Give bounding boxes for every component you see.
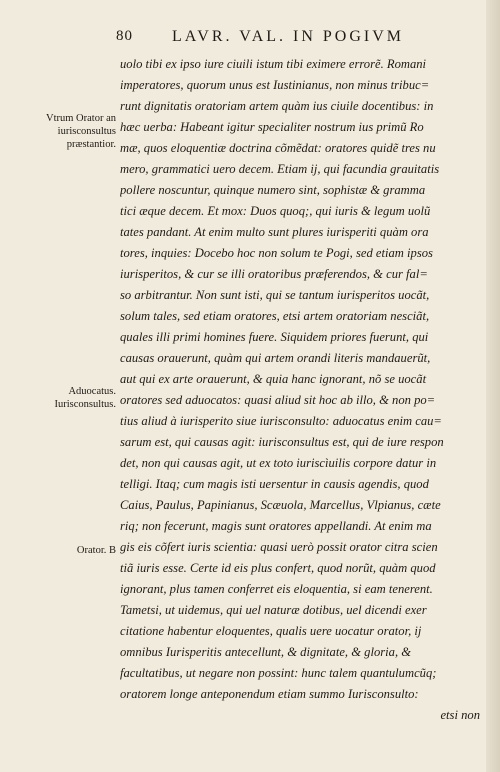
text-line: etsi non	[440, 708, 480, 722]
text-line: tates pandant. At enim multo sunt plures iurisperiti quàm ora	[120, 225, 429, 239]
margin-note: Orator. B	[76, 545, 116, 556]
text-line: facultatibus, ut negare non possint: hunc talem quantulumcũq;	[120, 666, 437, 680]
text-line: omnibus Iurisperitis antecellunt, & dignitate, & gloria, &	[120, 645, 412, 659]
text-line: telligi. Itaq; cum magis isti uersentur in causis agendis, quod	[120, 477, 429, 491]
text-line: pollere noscuntur, quinque numero sint, sophistæ & gramma	[120, 183, 426, 197]
text-line: ignorant, plus tamen conferret eis eloquentia, si eam tenerent.	[120, 582, 433, 596]
text-line: solum tales, sed etiam oratores, etsi artem oratoriam nesciãt,	[120, 309, 430, 323]
text-line: oratores sed aduocatos: quasi aliud sit hoc ab illo, & non po=	[120, 393, 436, 407]
text-line: runt dignitatis oratoriam artem quàm ius ciuile docentibus: in	[120, 99, 434, 113]
text-line: imperatores, quorum unus est Iustinianus, non minus tribuc=	[120, 78, 430, 92]
page-header	[116, 28, 480, 48]
text-line: sarum est, qui causas agit: iurisconsultus est, qui de iure respon	[120, 435, 444, 449]
text-line: riq; non fecerunt, magis sunt oratores appellandi. At enim ma	[120, 519, 432, 533]
text-line: gis eis cõfert iuris scientia: quasi uerò possit orator citra scien	[120, 540, 438, 554]
body-text	[120, 54, 480, 726]
text-line: citatione habentur eloquentes, qualis uere uocatur orator, ij	[120, 624, 422, 638]
text-line: Tametsi, ut uidemus, qui uel naturæ dotibus, uel dicendi exer	[120, 603, 427, 617]
text-line: quales illi primi homines fuere. Siquidem priores fuerunt, qui	[120, 330, 429, 344]
text-line: tici æque decem. Et mox: Duos quoq;, qui iuris & legum uolũ	[120, 204, 431, 218]
text-line: hæc uerba: Habeant igitur specialiter nostrum ius primũ Ro	[120, 120, 424, 134]
margin-note: Vtrum Orator an iurisconsultus præstantior.	[46, 113, 116, 150]
text-line: aut qui ex arte orauerunt, & quia hanc ignorant, nõ se uocãt	[120, 372, 427, 386]
text-line: mero, grammatici uero decem. Etiam ij, qui facundia grauitatis	[120, 162, 440, 176]
running-head: LAVR. VAL. IN POGIVM	[172, 28, 405, 45]
margin-note: Aduocatus. Iurisconsultus.	[54, 386, 116, 410]
text-line: mæ, quos eloquentiæ doctrina cõmẽdat: oratores quidẽ tres nu	[120, 141, 436, 155]
text-line: tores, inquies: Docebo hoc non solum te Pogi, sed etiam ipsos	[120, 246, 433, 260]
text-line: det, non qui causas agit, ut ex toto iuriscìuilis corpore datur in	[120, 456, 437, 470]
text-line: so arbitrantur. Non sunt isti, qui se tantum iurisperitos uocãt,	[120, 288, 430, 302]
text-line: tiã iuris esse. Certe id eis plus confert, quod norũt, quàm quod	[120, 561, 436, 575]
text-line: uolo tibi ex ipso iure ciuili istum tibi eximere errorẽ. Romani	[120, 57, 427, 71]
page-number: 80	[116, 28, 133, 44]
text-line: iurisperitos, & cur se illi oratoribus præferendos, & cur fal=	[120, 267, 428, 281]
text-line: causas orauerunt, quàm qui artem orandi literis mandauerũt,	[120, 351, 431, 365]
text-line: tius aliud à iurisperito siue iurisconsulto: aduocatus enim cau=	[120, 414, 442, 428]
text-line: oratorem longe anteponendum etiam summo Iurisconsulto:	[120, 687, 419, 701]
text-line: Caius, Paulus, Papinianus, Scæuola, Marcellus, Vlpianus, cæte	[120, 498, 441, 512]
page-edge-shadow	[486, 0, 500, 772]
